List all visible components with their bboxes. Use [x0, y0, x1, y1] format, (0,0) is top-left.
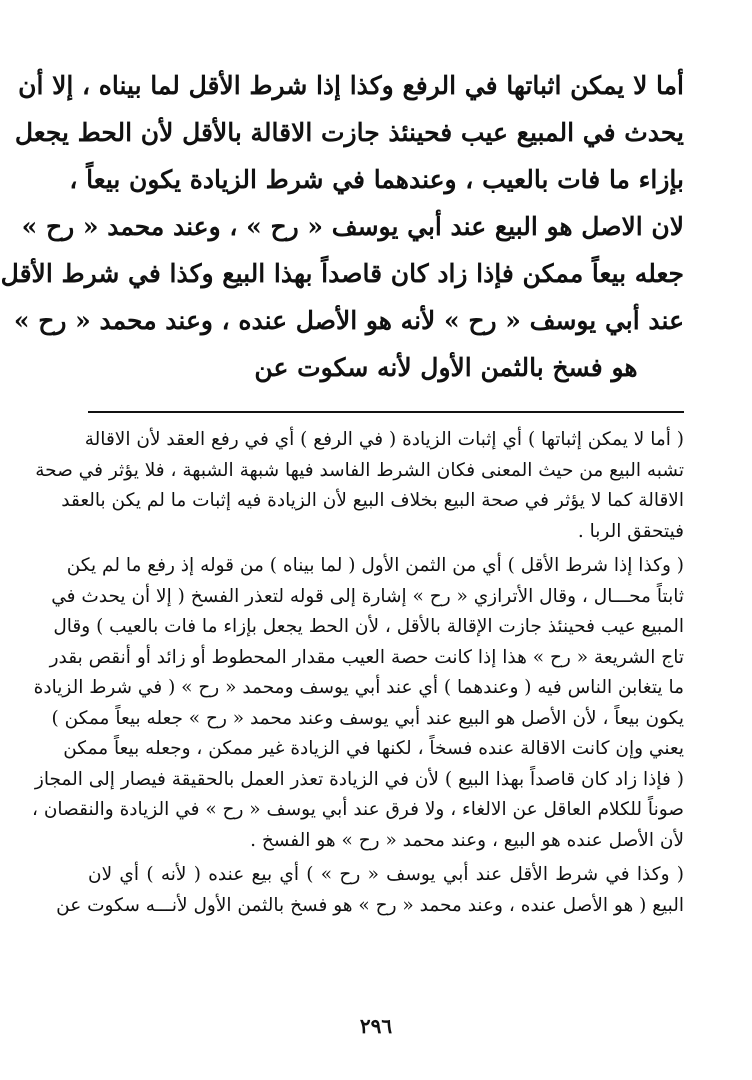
commentary-line: صوناً للكلام العاقل عن الالغاء ، ولا فرق عند أبي يوسف « رح » في الزيادة والنقصان ،	[31, 799, 684, 820]
commentary-line: يكون بيعاً ، لأن الأصل هو البيع عند أبي يوسف وعند محمد « رح » جعله بيعاً ممكن )	[51, 707, 684, 729]
main-text-line: بإزاء ما فات بالعيب ، وعندهما في شرط الزيادة يكون بيعاً ،	[69, 165, 684, 194]
commentary-line: المبيع عيب فحينئذ جازت الإقالة بالأقل ، لأن الحط يجعل بإزاء ما فات بالعيب ) وقال	[53, 616, 684, 637]
commentary-line: ثابتاً محـــال ، وقال الأترازي « رح » إشارة إلى قوله لتعذر الفسخ ( إلا أن يحدث في	[51, 585, 684, 607]
section-divider	[88, 411, 684, 413]
main-text-line: عند أبي يوسف « رح » لأنه هو الأصل عنده ، وعند محمد « رح »	[13, 306, 684, 335]
commentary-line: ما يتغابن الناس فيه ( وعندهما ) أي عند أبي يوسف ومحمد « رح » ( في شرط الزيادة	[33, 677, 684, 698]
commentary-line: لأن الأصل عنده هو البيع ، وعند محمد « رح » هو الفسخ .	[250, 829, 684, 851]
main-text-block	[0, 62, 684, 391]
commentary-line: الاقالة كما لا يؤثر في صحة البيع بخلاف البيع لأن الزيادة فيه إثبات ما لم يكن بالعقد	[61, 490, 684, 511]
commentary-line: تاج الشريعة « رح » هذا إذا كانت حصة العيب مقدار المحطوط أو زائد أو أنقص بقدر	[49, 646, 684, 668]
commentary-block	[31, 425, 684, 921]
commentary-line: ( فإذا زاد كان قاصداً بهذا البيع ) لأن في الزيادة تعذر العمل بالحقيقة فيصار إلى المجاز	[34, 768, 684, 790]
commentary-line: البيع ( هو الأصل عنده ، وعند محمد « رح » هو فسخ بالثمن الأول لأنـــه سكوت عن	[56, 894, 684, 916]
main-text-line: لان الاصل هو البيع عند أبي يوسف « رح » ، وعند محمد « رح »	[21, 212, 684, 241]
commentary-paragraph	[56, 860, 684, 921]
commentary-line: ( أما لا يمكن إثباتها ) أي إثبات الزيادة ( في الرفع ) أي في رفع العقد لأن الاقالة	[84, 429, 684, 450]
commentary-line: يعني وإن كانت الاقالة عنده فسخاً ، لكنها في الزيادة غير ممكن ، وجعله بيعاً ممكن	[63, 738, 684, 759]
main-text-line: هو فسخ بالثمن الأول لأنه سكوت عن	[254, 353, 638, 382]
commentary-paragraph	[35, 425, 684, 547]
commentary-line: تشبه البيع من حيث المعنى فكان الشرط الفاسد فيها شبهة الشبهة ، فلا يؤثر في صحة	[35, 459, 684, 481]
commentary-line: ( وكذا إذا شرط الأقل ) أي من الثمن الأول ( لما بيناه ) من قوله إذ رفع ما لم يكن	[66, 555, 684, 576]
commentary-paragraph	[31, 551, 684, 856]
main-text-line: جعله بيعاً ممكن فإذا زاد كان قاصداً بهذا البيع وكذا في شرط الأقل	[0, 259, 684, 288]
commentary-line: فيتحقق الربا .	[577, 520, 684, 542]
main-text-line: أما لا يمكن اثباتها في الرفع وكذا إذا شرط الأقل لما بيناه ، إلا أن	[18, 71, 684, 100]
main-text-line: يحدث في المبيع عيب فحينئذ جازت الاقالة بالأقل لأن الحط يجعل	[14, 118, 684, 147]
commentary-line: ( وكذا في شرط الأقل عند أبي يوسف « رح » ) أي بيع عنده ( لأنه ) أي لان	[88, 864, 684, 885]
page-number: ٢٩٦	[359, 1014, 393, 1038]
